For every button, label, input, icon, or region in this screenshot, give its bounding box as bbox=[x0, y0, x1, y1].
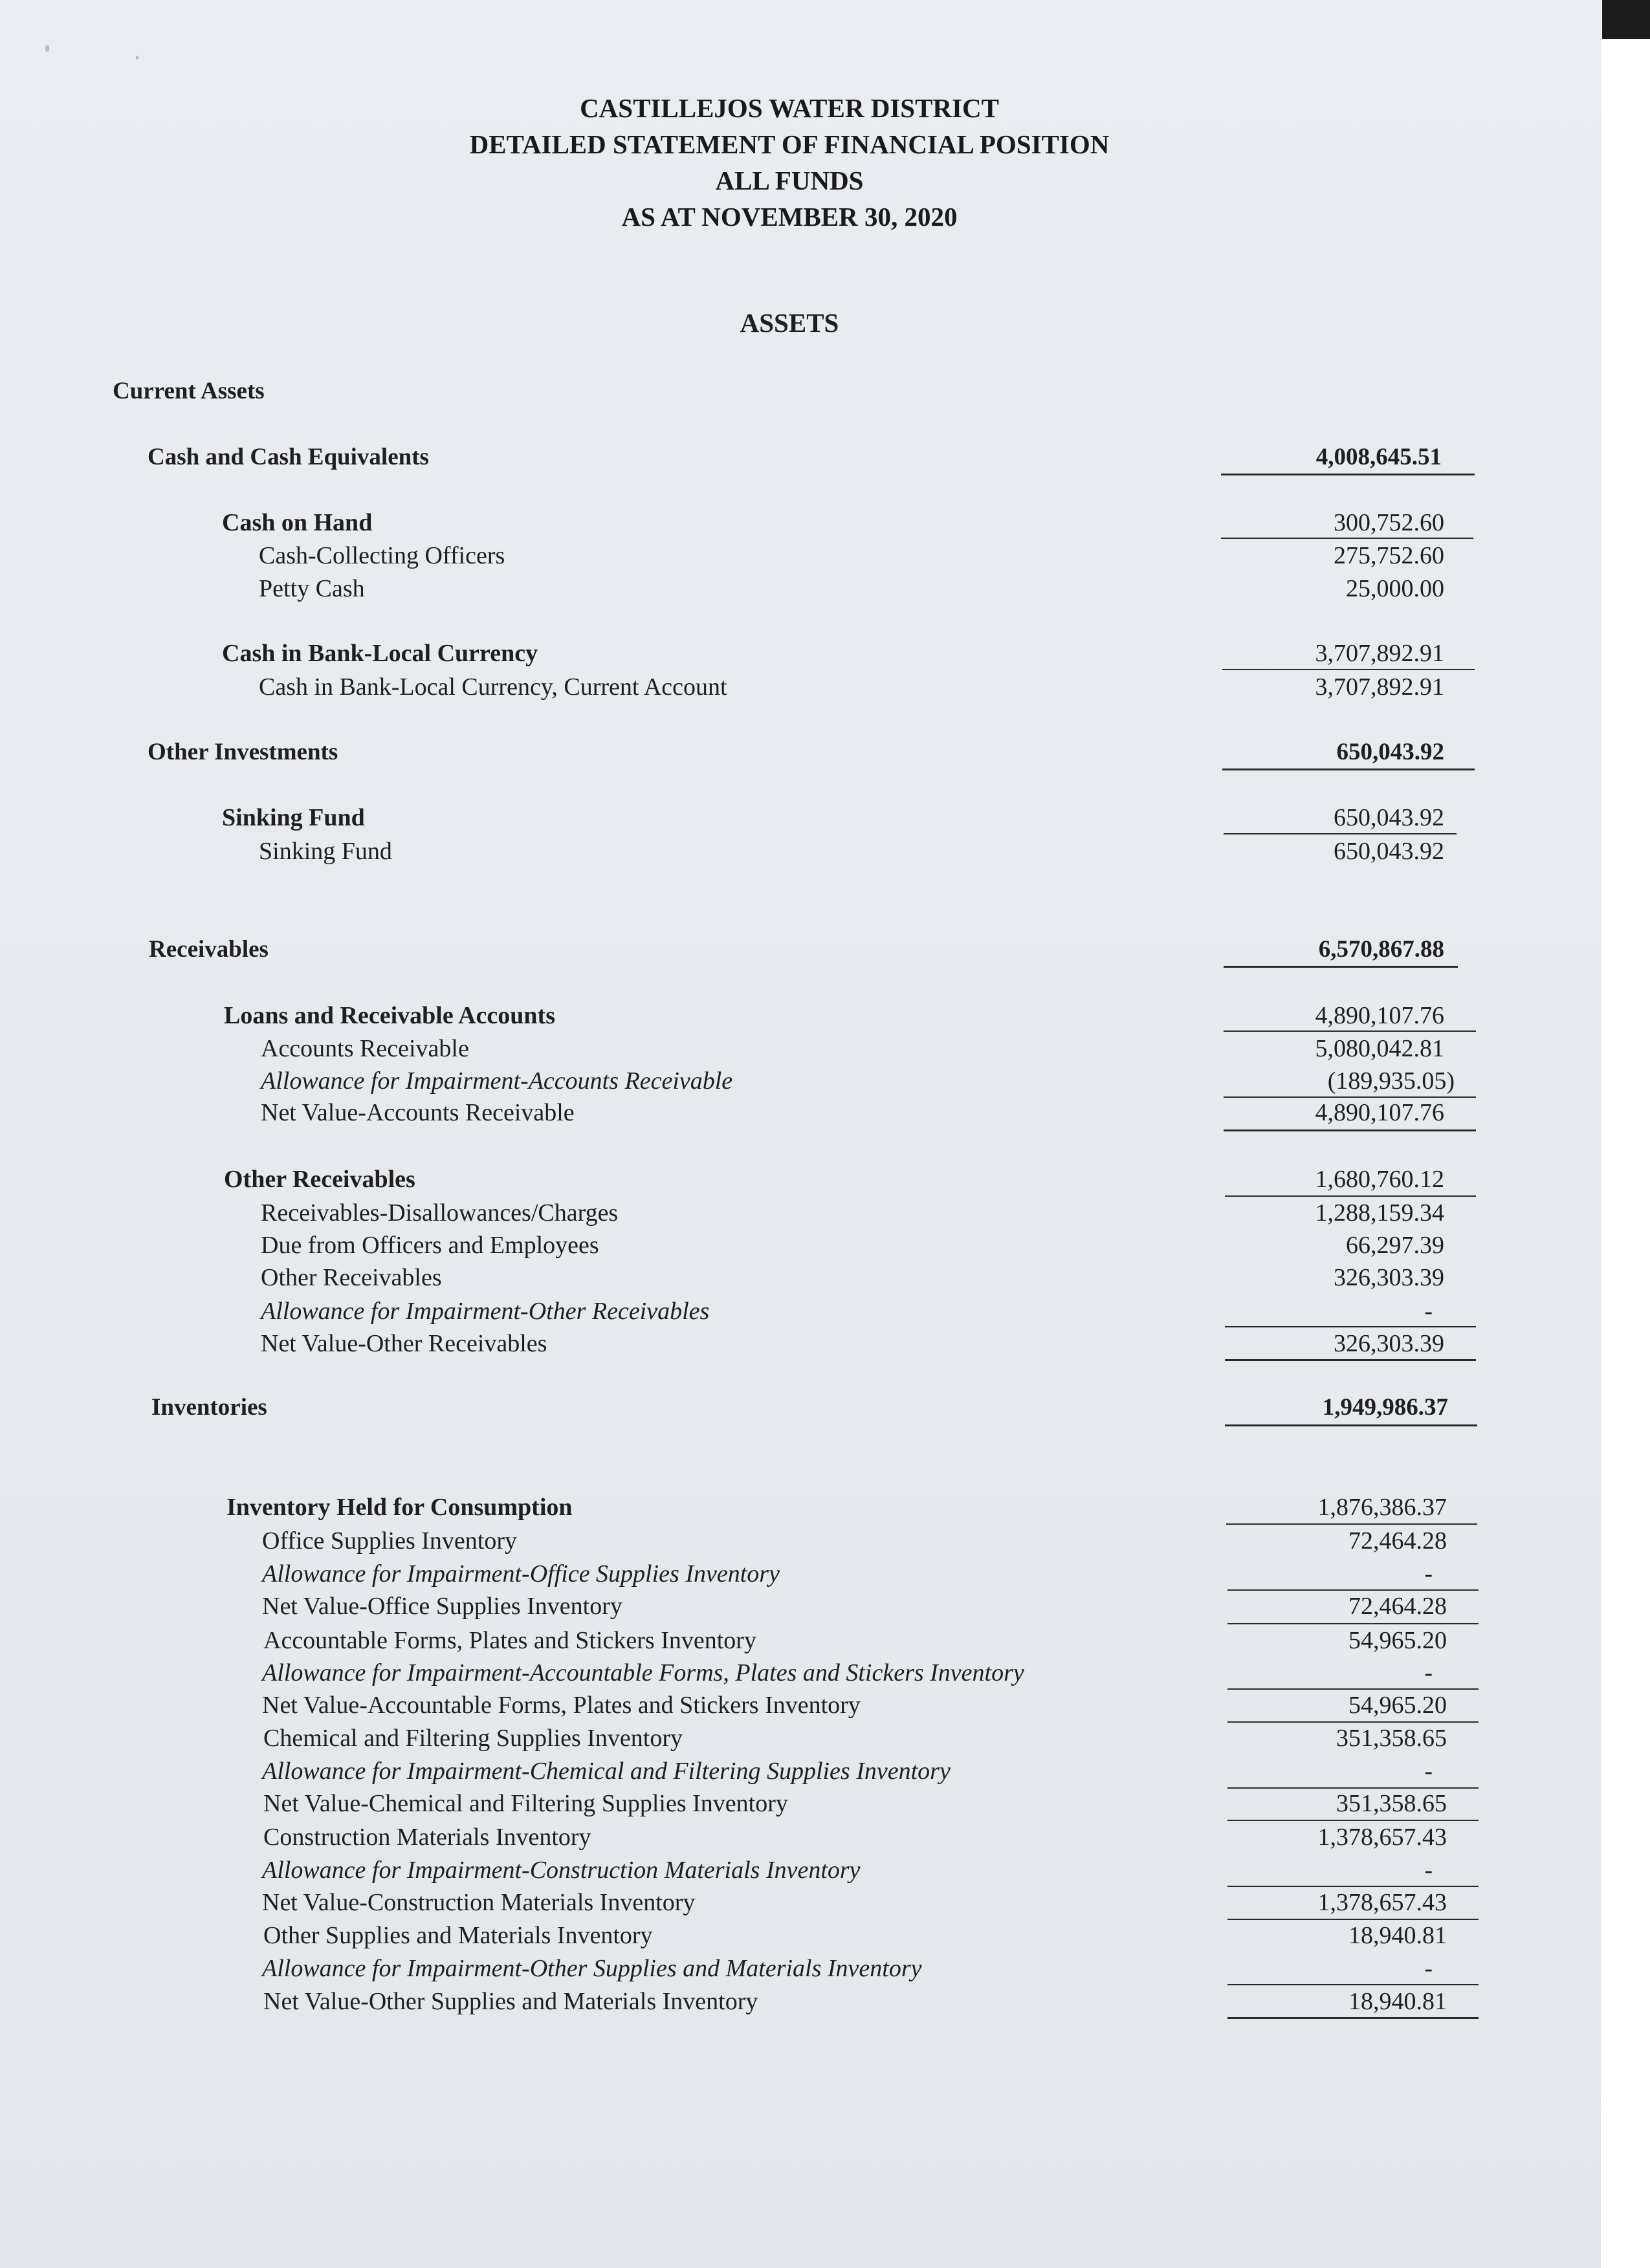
row-label: Office Supplies Inventory bbox=[262, 1527, 517, 1554]
row-amount: 1,378,657.43 bbox=[1317, 1824, 1447, 1851]
statement-row bbox=[0, 1525, 1601, 1557]
row-amount: 326,303.39 bbox=[1334, 1330, 1444, 1357]
row-amount: 3,707,892.91 bbox=[1315, 673, 1444, 701]
subtotal-rule bbox=[1221, 538, 1473, 539]
row-amount: - bbox=[1424, 1560, 1433, 1587]
statement-row bbox=[0, 1558, 1601, 1590]
row-label: Current Assets bbox=[113, 378, 265, 404]
row-label: Cash on Hand bbox=[222, 509, 373, 536]
subtotal-rule bbox=[1222, 669, 1475, 670]
row-amount: 72,464.28 bbox=[1348, 1527, 1447, 1554]
row-label: Cash and Cash Equivalents bbox=[148, 444, 429, 470]
row-label: Other Supplies and Materials Inventory bbox=[263, 1922, 653, 1949]
row-label: Accountable Forms, Plates and Stickers Inventory bbox=[263, 1627, 756, 1654]
row-amount: 5,080,042.81 bbox=[1315, 1035, 1444, 1062]
statement-row bbox=[0, 801, 1601, 834]
statement-row bbox=[0, 1755, 1601, 1787]
row-label: Allowance for Impairment-Other Receivables bbox=[261, 1298, 710, 1325]
row-label: Accounts Receivable bbox=[261, 1035, 469, 1062]
row-amount: 351,358.65 bbox=[1336, 1725, 1447, 1752]
row-label: Net Value-Construction Materials Inventory bbox=[262, 1889, 696, 1916]
row-label: Loans and Receivable Accounts bbox=[224, 1002, 555, 1029]
row-amount: - bbox=[1424, 1758, 1433, 1785]
scan-speck bbox=[45, 45, 49, 52]
row-amount: 1,876,386.37 bbox=[1317, 1494, 1447, 1521]
funds-label: ALL FUNDS bbox=[715, 166, 864, 195]
statement-row bbox=[0, 1854, 1601, 1886]
row-label: Cash-Collecting Officers bbox=[259, 542, 505, 569]
statement-row bbox=[0, 1886, 1601, 1919]
row-label: Allowance for Impairment-Accountable Forms, Plates and Stickers Inventory bbox=[262, 1659, 1024, 1686]
row-label: Net Value-Other Receivables bbox=[261, 1330, 547, 1357]
row-amount: 3,707,892.91 bbox=[1315, 640, 1444, 667]
statement-row bbox=[0, 1163, 1601, 1195]
total-rule bbox=[1225, 1359, 1476, 1361]
row-amount: - bbox=[1424, 1298, 1433, 1325]
row-amount: 54,965.20 bbox=[1348, 1692, 1447, 1719]
row-label: Other Receivables bbox=[224, 1166, 415, 1193]
statement-row bbox=[0, 1295, 1601, 1327]
row-label: Chemical and Filtering Supplies Inventory bbox=[263, 1725, 683, 1752]
statement-row bbox=[0, 1096, 1601, 1129]
row-amount: 650,043.92 bbox=[1334, 804, 1444, 831]
row-amount: 6,570,867.88 bbox=[1318, 936, 1444, 963]
statement-row bbox=[0, 1065, 1601, 1097]
total-rule bbox=[1224, 1129, 1476, 1131]
row-amount: 300,752.60 bbox=[1334, 509, 1444, 536]
total-rule bbox=[1225, 1424, 1477, 1426]
row-label: Receivables-Disallowances/Charges bbox=[261, 1199, 619, 1227]
subtotal-rule bbox=[1224, 833, 1457, 834]
row-label: Allowance for Impairment-Accounts Receivable bbox=[261, 1067, 733, 1095]
row-label: Allowance for Impairment-Other Supplies and Materials Inventory bbox=[262, 1955, 922, 1982]
row-amount: 18,940.81 bbox=[1348, 1922, 1447, 1949]
statement-row bbox=[0, 1952, 1601, 1985]
row-label: Other Investments bbox=[148, 739, 338, 765]
statement-row bbox=[0, 1657, 1601, 1689]
statement-row bbox=[0, 999, 1601, 1032]
row-label: Due from Officers and Employees bbox=[261, 1232, 599, 1259]
row-label: Allowance for Impairment-Chemical and Filtering Supplies Inventory bbox=[262, 1758, 951, 1785]
statement-row bbox=[0, 507, 1601, 539]
row-label: Net Value-Other Supplies and Materials Inventory bbox=[263, 1988, 758, 2015]
statement-row bbox=[0, 1261, 1601, 1294]
row-amount: 66,297.39 bbox=[1346, 1232, 1444, 1259]
row-amount: 650,043.92 bbox=[1334, 838, 1444, 865]
scan-speck bbox=[136, 56, 138, 60]
row-label: Receivables bbox=[149, 936, 269, 963]
statement-row bbox=[0, 375, 1601, 408]
statement-row bbox=[0, 1197, 1601, 1229]
row-label: Petty Cash bbox=[259, 575, 365, 602]
statement-row bbox=[0, 1787, 1601, 1820]
row-label: Allowance for Impairment-Office Supplies Inventory bbox=[262, 1560, 780, 1587]
row-amount: 72,464.28 bbox=[1348, 1593, 1447, 1620]
statement-row bbox=[0, 1491, 1601, 1523]
statement-row bbox=[0, 1821, 1601, 1853]
row-label: Construction Materials Inventory bbox=[263, 1824, 591, 1851]
scan-border bbox=[1602, 0, 1650, 39]
row-label: Sinking Fund bbox=[222, 804, 365, 831]
statement-row bbox=[0, 441, 1601, 474]
row-label: Inventory Held for Consumption bbox=[226, 1494, 573, 1521]
row-label: Other Receivables bbox=[261, 1264, 442, 1291]
row-label: Cash in Bank-Local Currency bbox=[222, 640, 538, 667]
row-amount: 1,288,159.34 bbox=[1315, 1199, 1444, 1227]
statement-row bbox=[0, 1919, 1601, 1952]
row-label: Net Value-Accounts Receivable bbox=[261, 1099, 575, 1126]
statement-row bbox=[0, 572, 1601, 605]
statement-row bbox=[0, 671, 1601, 703]
row-amount: - bbox=[1424, 1955, 1433, 1982]
row-label: Net Value-Accountable Forms, Plates and Stickers Inventory bbox=[262, 1692, 861, 1719]
row-amount: (189,935.05) bbox=[1327, 1067, 1455, 1095]
row-amount: 4,890,107.76 bbox=[1315, 1099, 1444, 1126]
row-amount: 1,949,986.37 bbox=[1322, 1394, 1448, 1421]
row-label: Sinking Fund bbox=[259, 838, 392, 865]
statement-title: DETAILED STATEMENT OF FINANCIAL POSITION bbox=[469, 129, 1110, 159]
statement-row bbox=[0, 1229, 1601, 1261]
total-rule bbox=[1224, 966, 1458, 968]
row-label: Net Value-Chemical and Filtering Supplies Inventory bbox=[263, 1790, 788, 1817]
org-name: CASTILLEJOS WATER DISTRICT bbox=[580, 93, 999, 123]
statement-row bbox=[0, 540, 1601, 572]
row-amount: 54,965.20 bbox=[1348, 1627, 1447, 1654]
total-rule bbox=[1222, 769, 1475, 770]
row-amount: 4,008,645.51 bbox=[1315, 444, 1442, 470]
row-label: Cash in Bank-Local Currency, Current Account bbox=[259, 673, 727, 701]
scan-margin bbox=[1601, 0, 1650, 2268]
statement-row bbox=[0, 1689, 1601, 1721]
row-label: Net Value-Office Supplies Inventory bbox=[262, 1593, 622, 1620]
row-amount: - bbox=[1424, 1857, 1433, 1884]
statement-row bbox=[0, 835, 1601, 867]
statement-row bbox=[0, 1032, 1601, 1065]
statement-row bbox=[0, 1985, 1601, 2018]
section-title: ASSETS bbox=[740, 308, 839, 338]
row-amount: 351,358.65 bbox=[1336, 1790, 1447, 1817]
statement-row bbox=[0, 1624, 1601, 1657]
row-label: Allowance for Impairment-Construction Materials Inventory bbox=[262, 1857, 861, 1884]
row-amount: - bbox=[1424, 1659, 1433, 1686]
row-amount: 326,303.39 bbox=[1334, 1264, 1444, 1291]
total-rule bbox=[1221, 474, 1475, 475]
row-amount: 18,940.81 bbox=[1348, 1988, 1447, 2015]
row-amount: 25,000.00 bbox=[1346, 575, 1444, 602]
statement-row bbox=[0, 1590, 1601, 1622]
statement-row bbox=[0, 637, 1601, 670]
statement-date: AS AT NOVEMBER 30, 2020 bbox=[621, 202, 958, 232]
statement-row bbox=[0, 1327, 1601, 1360]
row-amount: 650,043.92 bbox=[1336, 739, 1444, 765]
subtotal-rule bbox=[1224, 1030, 1476, 1032]
row-label: Inventories bbox=[151, 1394, 267, 1421]
row-amount: 4,890,107.76 bbox=[1315, 1002, 1444, 1029]
statement-row bbox=[0, 736, 1601, 769]
row-amount: 1,378,657.43 bbox=[1317, 1889, 1447, 1916]
total-rule bbox=[1227, 2017, 1479, 2019]
row-amount: 275,752.60 bbox=[1334, 542, 1444, 569]
row-amount: 1,680,760.12 bbox=[1315, 1166, 1444, 1193]
statement-row bbox=[0, 933, 1601, 966]
statement-row bbox=[0, 1391, 1601, 1424]
statement-row bbox=[0, 1722, 1601, 1754]
